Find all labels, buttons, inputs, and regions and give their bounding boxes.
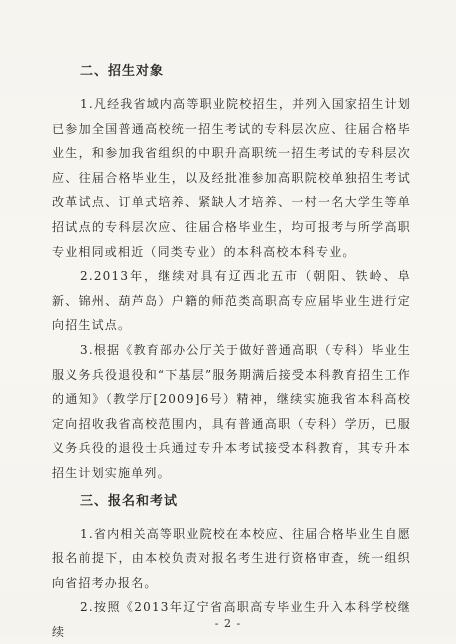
section-heading-registration-exam: 三、报名和考试 [80, 493, 179, 509]
paragraph-2-pilot: 2.2013年，继续对具有辽西北五市（朝阳、铁岭、阜新、锦州、葫芦岛）户籍的师范类高职高专应届毕业生进行定向招生试点。 [52, 269, 411, 333]
paragraph-2-according: 2.按照《2013年辽宁省高职高专毕业生升入本科学校继续 [52, 600, 411, 639]
paragraph-1-eligibility: 1.凡经我省域内高等职业院校招生，并列入国家招生计划已参加全国普通高校统一招生考试的专科层次应、往届合格毕业生，和参加我省组织的中职升高职统一招生考试的专科层次应、往届合格毕业生，以及经批准参加高职院校单独招生考试改革试点、订单式培养、紧缺人才培养、一村一名大学生等单招试点的专科层次应、往届合格毕业生，均可报考与所学高职专业相同或相近（同类专业）的本科高校本科专业。 [52, 97, 411, 259]
section-heading-enrollment-targets: 二、招生对象 [80, 64, 165, 79]
paragraph-3-veterans: 3.根据《教育部办公厅关于做好普通高职（专科）毕业生服义务兵役退役和“下基层”服务期满后接受本科教育招生工作的通知》（教学厅[2009]6号）精神，继续实施我省本科高校定向招收我省高校范围内，具有普通高职（专科）学历，已服义务兵役的退役士兵通过专升本考试接受本科教育，其专升本招生计划实施单列。 [52, 342, 411, 480]
page-number: - 2 - [214, 617, 242, 630]
paragraph-1-registration: 1.省内相关高等职业院校在本校应、往届合格毕业生自愿报名前提下，由本校负责对报名考生进行资格审查，统一组织向省招考办报名。 [52, 526, 411, 590]
